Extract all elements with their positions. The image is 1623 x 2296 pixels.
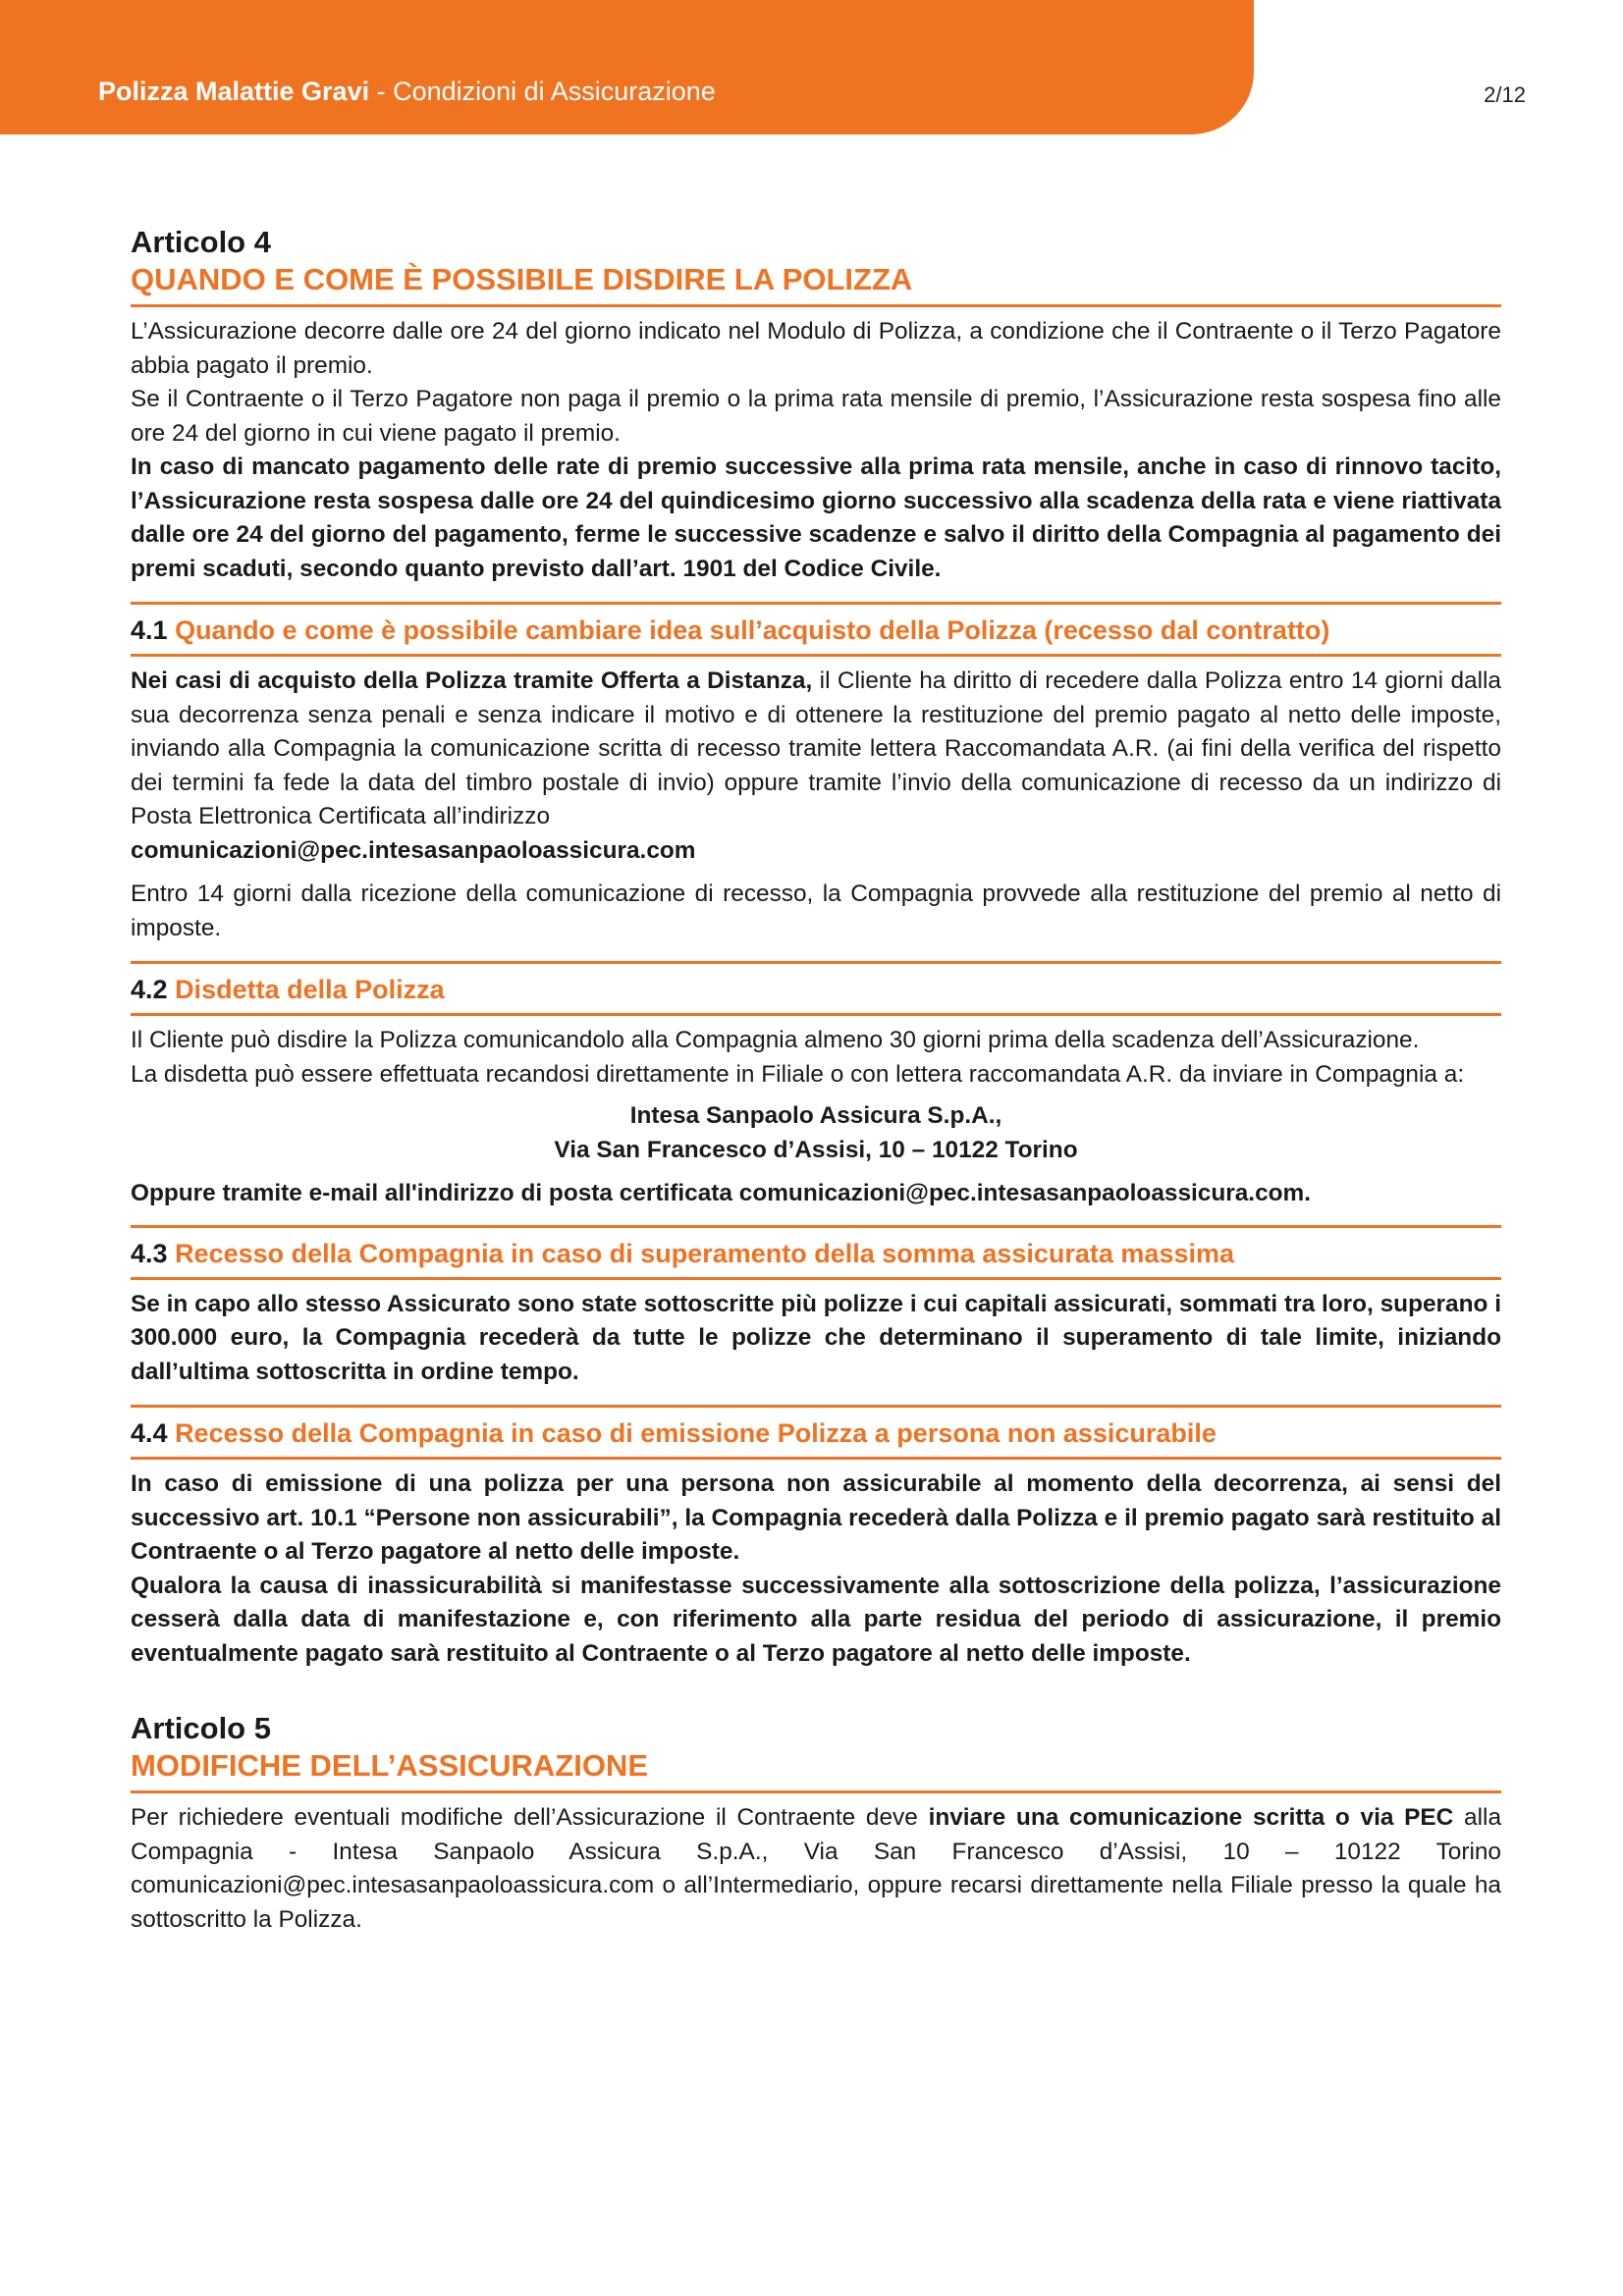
article-5-title: MODIFICHE DELL’ASSICURAZIONE [131,1748,649,1783]
article-4-paragraph: In caso di mancato pagamento delle rate di premio successive alla prima rata mensile, anche in caso di rinnovo tacito, l’Assicurazione resta sospesa dalle ore 24 del quindicesimo giorno successivo alla scadenza della rata e viene riattivata dalle ore 24 del giorno del pagamento, ferme le successive scadenze e salvo il diritto della Compagnia al pagamento dei premi scaduti, secondo quanto previsto dall’art. 1901 del Codice Civile. [131,454,1501,582]
section-title: Quando e come è possibile cambiare idea sull’acquisto della Polizza (recesso dal contratto) [175,615,1330,645]
address-line: Via San Francesco d’Assisi, 10 – 10122 Torino [554,1136,1078,1163]
document-title-rest: - Condizioni di Assicurazione [369,77,716,106]
divider [131,961,1501,964]
body-text: Per richiedere eventuali modifiche dell’Assicurazione il Contraente deve [131,1804,929,1831]
section-4-4-paragraph: In caso di emissione di una polizza per una persona non assicurabile al momento della decorrenza, ai sensi del successivo art. 10.1 “Persone non assicurabili”, la Compagnia recederà dalla Polizza e il premio pagato sarà restituito al Contraente o al Terzo pagatore al netto delle imposte. [131,1470,1501,1565]
pec-email: comunicazioni@pec.intesasanpaoloassicura.com [131,836,696,864]
article-4-label: Articolo 4 [131,225,271,259]
document-title [98,77,716,107]
section-title: Disdetta della Polizza [175,975,445,1004]
section-4-1-heading [131,611,1501,650]
divider [131,304,1501,307]
bold-text: Nei casi di acquisto della Polizza tramite Offerta a Distanza, [131,667,813,694]
section-4-4-paragraph: Qualora la causa di inassicurabilità si manifestasse successivamente alla sottoscrizione della polizza, l’assicurazione cesserà dalla data di manifestazione e, con riferimento alla parte residua del periodo di assicurazione, il premio eventualmente pagato sarà restituito al Contraente o al Terzo pagatore al netto delle imposte. [131,1572,1501,1667]
divider [131,1225,1501,1228]
section-number: 4.1 [131,615,168,645]
article-4-paragraph: L’Assicurazione decorre dalle ore 24 del giorno indicato nel Modulo di Polizza, a condizione che il Contraente o il Terzo Pagatore abbia pagato il premio. [131,318,1501,379]
address-line: Intesa Sanpaolo Assicura S.p.A., [629,1102,1002,1129]
section-title: Recesso della Compagnia in caso di emissione Polizza a persona non assicurabile [175,1418,1217,1448]
divider [131,654,1501,657]
section-4-1-paragraph: Entro 14 giorni dalla ricezione della comunicazione di recesso, la Compagnia provvede alla restituzione del premio al netto di imposte. [131,881,1501,941]
article-4-title: QUANDO E COME È POSSIBILE DISDIRE LA POLIZZA [131,262,913,296]
divider [131,1790,1501,1793]
section-title: Recesso della Compagnia in caso di superamento della somma assicurata massima [175,1238,1234,1268]
header-band [0,0,1254,134]
divider [131,1013,1501,1016]
body-text: il Cliente ha diritto di recedere dalla Polizza entro 14 giorni dalla sua decorrenza senza penali e senza indicare il motivo e di ottenere la restituzione del premio pagato al netto delle imposte, inviando alla Compagnia la comunicazione scritta di recesso tramite lettera Raccomandata A.R. (ai fini della verifica del rispetto dei termini fa fede la data del timbro postale di invio) oppure tramite l’invio della comunicazione di recesso da un indirizzo di Posta Elettronica Certificata all’indirizzo [131,667,1501,829]
body-text: alla Compagnia - Intesa Sanpaolo Assicura S.p.A., Via San Francesco d’Assisi, 10 – 10122 Torino comunicazioni@pec.intesasanpaoloassicura.com o all’Intermediario, oppure recarsi direttamente nella Filiale presso la quale ha sottoscritto la Polizza. [131,1804,1502,1933]
document-body [131,224,1501,1937]
divider [131,1277,1501,1280]
divider [131,1405,1501,1408]
article-4-paragraph: Se il Contraente o il Terzo Pagatore non paga il premio o la prima rata mensile di premio, l’Assicurazione resta sospesa fino alle ore 24 del giorno in cui viene pagato il premio. [131,386,1501,447]
section-4-3-paragraph: Se in capo allo stesso Assicurato sono state sottoscritte più polizze i cui capitali assicurati, sommati tra loro, superano i 300.000 euro, la Compagnia recederà da tutte le polizze che determinano il superamento di tale limite, iniziando dall’ultima sottoscritta in ordine tempo. [131,1290,1501,1385]
section-4-3-heading [131,1234,1501,1273]
section-4-2-paragraph: Oppure tramite e-mail all'indirizzo di posta certificata comunicazioni@pec.intesasanpaoloassicura.com. [131,1180,1312,1206]
section-4-2-heading [131,970,1501,1009]
section-4-1-paragraph [131,665,1501,834]
section-number: 4.2 [131,975,168,1004]
bold-text: inviare una comunicazione scritta o via PEC [928,1804,1454,1831]
section-number: 4.4 [131,1418,168,1448]
article-5-paragraph [131,1801,1501,1937]
section-number: 4.3 [131,1238,168,1268]
section-4-4-heading [131,1414,1501,1453]
page-number: 2/12 [1484,82,1526,107]
divider [131,1457,1501,1460]
section-4-2-paragraph: La disdetta può essere effettuata recandosi direttamente in Filiale o con lettera raccomandata A.R. da inviare in Compagnia a: [131,1060,1465,1088]
divider [131,602,1501,605]
document-title-bold: Polizza Malattie Gravi [98,77,370,106]
section-4-2-paragraph: Il Cliente può disdire la Polizza comunicandolo alla Compagnia almeno 30 giorni prima della scadenza dell’Assicurazione. [131,1027,1420,1053]
article-5-label: Articolo 5 [131,1711,271,1745]
